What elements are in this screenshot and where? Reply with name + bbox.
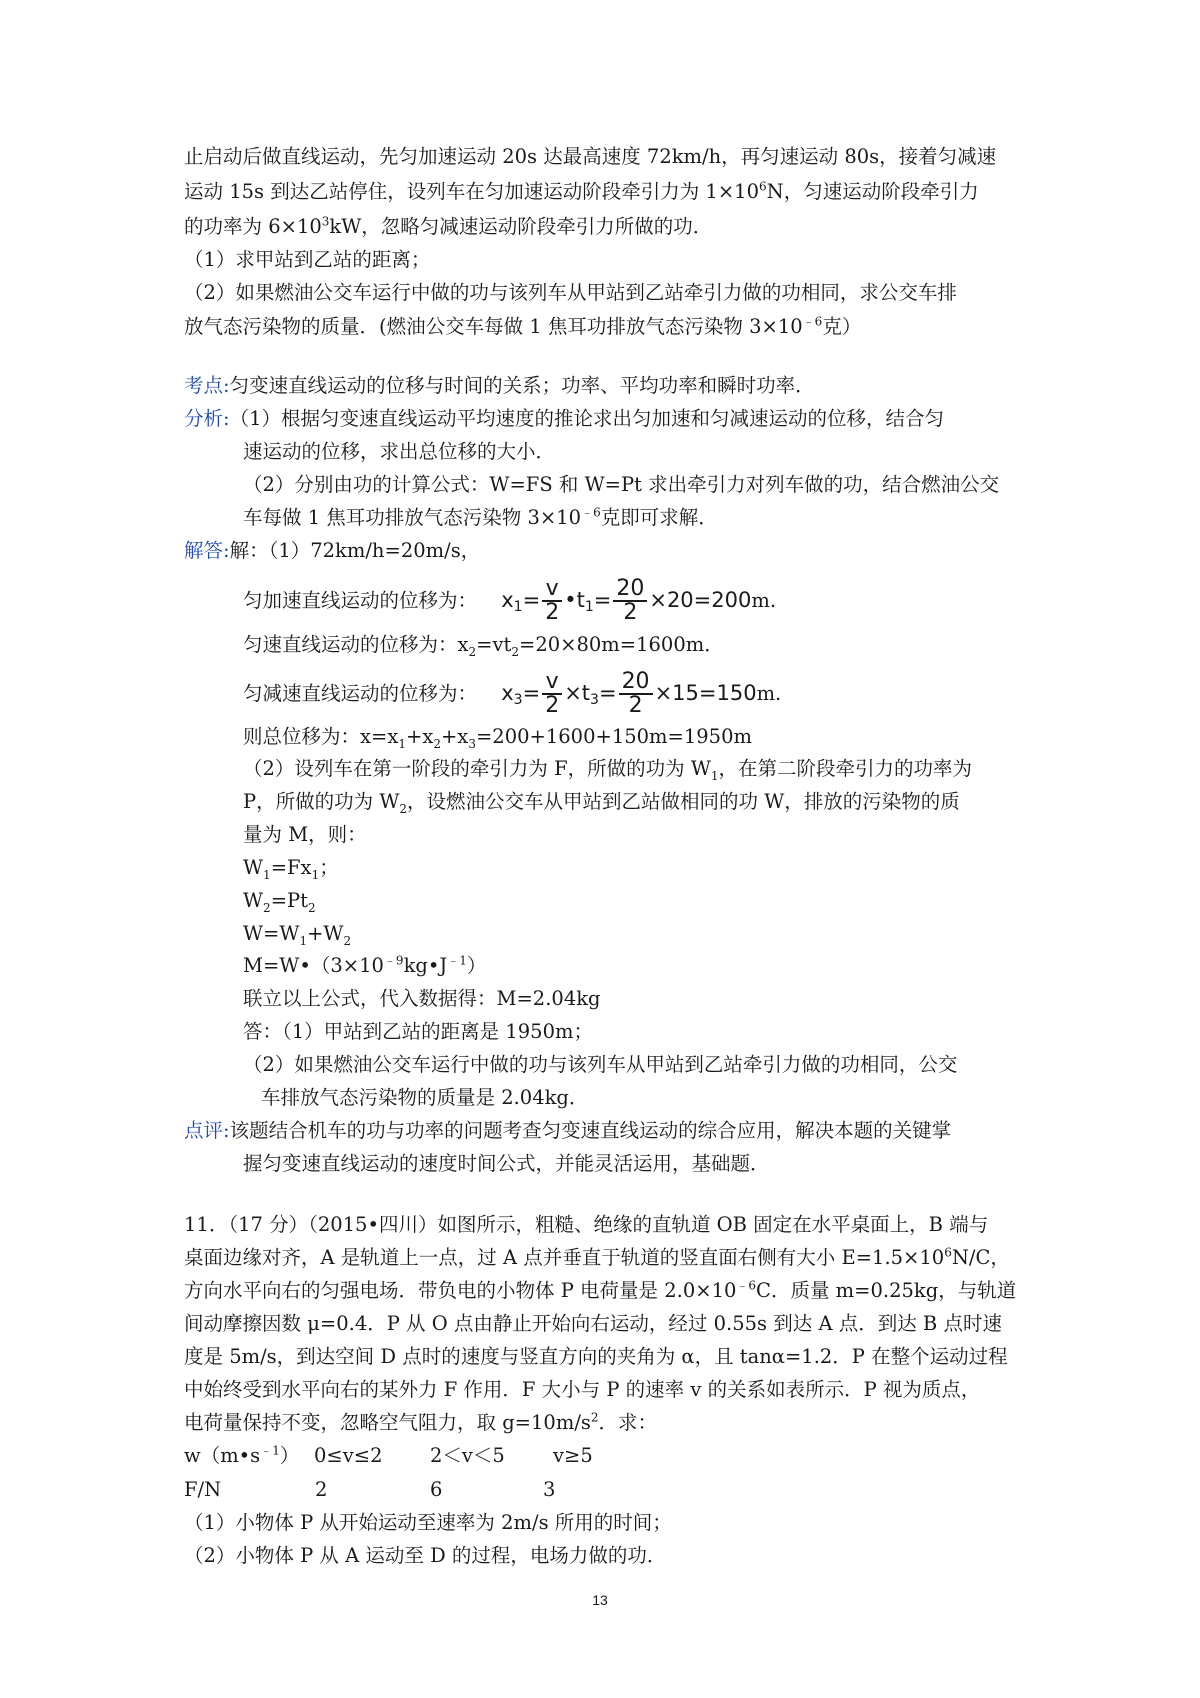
problem11-line-4: 间动摩擦因数 μ=0.4．P 从 O 点由静止开始向右运动，经过 0.55s 到达 A 点．到达 B 点时速 — [184, 1312, 1002, 1335]
kaodian-label: 考点: — [184, 374, 230, 397]
dianping-line-1: 点评:该题结合机车的功与功率的问题考查匀变速直线运动的综合应用，解决本题的关键掌 — [184, 1119, 952, 1142]
decel-formula: x3= $\frac{v}{2}$ ×t3= $\frac{20}{2}$ ×15=150 — [501, 669, 757, 718]
table-header-col3: v≥5 — [553, 1444, 593, 1467]
fenxi-line-3: （2）分别由功的计算公式：W=FS 和 W=Pt 求出牵引力对列车做的功，结合燃油公交 — [243, 473, 1000, 496]
part2-line-2: P，所做的功为 $W_2$，设燃油公交车从甲站到乙站做相同的功 W，排放的污染物的质 — [243, 790, 960, 816]
kaodian-line: 考点:匀变速直线运动的位移与时间的关系；功率、平均功率和瞬时功率． — [184, 374, 815, 397]
total-displacement-line: 则总位移为：$x=x_1+x_2+x_3=200+1600+150m=1950m$ — [243, 725, 752, 751]
table-cell-col2: 6 — [430, 1478, 443, 1501]
w-equation: $W=W_1+W_2$ — [243, 922, 352, 948]
problem10-question-2-cont: 放气态污染物的质量．(燃油公交车每做 1 焦耳功排放气态污染物 $3\times 10^{﹣6}$克） — [184, 314, 862, 338]
fenxi-line-2: 速运动的位移，求出总位移的大小． — [243, 440, 556, 463]
problem11-line-2: 桌面边缘对齐，A 是轨道上一点，过 A 点并垂直于轨道的竖直面右侧有大小 $E=1.5\times 10^6N/C$， — [184, 1245, 1010, 1269]
problem11-line-5: 度是 5m/s，到达空间 D 点时的速度与竖直方向的夹角为 α，且 tanα=1.2．P 在整个运动过程 — [184, 1345, 1008, 1368]
dianping-label: 点评: — [184, 1119, 230, 1142]
jieda-label: 解答: — [184, 539, 230, 562]
dianping-line-2: 握匀变速直线运动的速度时间公式，并能灵活运用，基础题． — [243, 1152, 770, 1175]
w1-equation: $W_1=Fx_1$； — [243, 856, 339, 882]
table-header-col1: 0≤v≤2 — [314, 1444, 383, 1467]
accel-formula: x1= $\frac{v}{2}$ •t1= $\frac{20}{2}$ ×20=200 — [501, 576, 752, 625]
table-cell-col3: 3 — [543, 1478, 556, 1501]
part2-line-3: 量为 M，则： — [243, 823, 367, 846]
uniform-displacement-line: 匀速直线运动的位移为：$x_2=vt_2=20\times 80m=1600m$． — [243, 633, 724, 659]
problem11-line-1: 11．（17 分）（2015•四川）如图所示，粗糙、绝缘的直轨道 OB 固定在水平桌面上，B 端与 — [184, 1213, 989, 1236]
fenxi-label: 分析: — [184, 407, 230, 430]
answer-line-3: 车排放气态污染物的质量是 2.04kg． — [261, 1086, 589, 1109]
problem11-question-1: （1）小物体 P 从开始运动至速率为 2m/s 所用的时间； — [184, 1511, 672, 1534]
problem10-line-1: 止启动后做直线运动，先匀加速运动 20s 达最高速度 72km/h，再匀速运动 80s，接着匀减速 — [184, 145, 997, 168]
part2-line-1: （2）设列车在第一阶段的牵引力为 F，所做的功为 $W_1$，在第二阶段牵引力的功率为 — [243, 757, 973, 783]
table-header-col2: 2＜v＜5 — [430, 1444, 505, 1467]
problem11-line-6: 中始终受到水平向右的某外力 F 作用．F 大小与 P 的速率 v 的关系如表所示．P 视为质点， — [184, 1378, 981, 1401]
problem10-line-3: 的功率为 $6\times 10^3kW$，忽略匀减速运动阶段牵引力所做的功． — [184, 214, 713, 238]
table-header-label: $w(m•s^{﹣1})$ — [184, 1443, 300, 1467]
problem11-line-7: 电荷量保持不变，忽略空气阻力，取 $g=10m/s^2$．求： — [184, 1410, 658, 1434]
accel-displacement-line: 匀加速直线运动的位移为： x1= $\frac{v}{2}$ •t1= $\frac{20}{2}$ ×20=200m. — [243, 576, 777, 625]
page-number: 13 — [592, 1592, 608, 1608]
fenxi-line-4: 车每做 1 焦耳功排放气态污染物 $3\times 10^{﹣6}$克即可求解． — [243, 505, 718, 529]
fenxi-line-1: 分析:（1）根据匀变速直线运动平均速度的推论求出匀加速和匀减速运动的位移，结合匀 — [184, 407, 944, 430]
problem10-line-2: 运动 15s 到达乙站停住，设列车在匀加速运动阶段牵引力为 $1\times 10^6N$，匀速运动阶段牵引力 — [184, 179, 979, 203]
table-cell-col1: 2 — [315, 1478, 328, 1501]
m-equation: $M=W•(3\times 10^{﹣9}kg•J^{﹣1})$ — [243, 953, 487, 977]
answer-line-2: （2）如果燃油公交车运行中做的功与该列车从甲站到乙站牵引力做的功相同，公交 — [243, 1053, 958, 1076]
w2-equation: $W_2=Pt_2$ — [243, 889, 316, 915]
table-row-label: F/N — [184, 1478, 222, 1501]
jieda-line-1: 解答:解：（1）72km/h=20m/s， — [184, 539, 481, 562]
problem10-question-1: （1）求甲站到乙站的距离； — [184, 248, 431, 271]
answer-line-1: 答：（1）甲站到乙站的距离是 1950m； — [243, 1020, 593, 1043]
problem11-question-2: （2）小物体 P 从 A 运动至 D 的过程，电场力做的功． — [184, 1544, 667, 1567]
combine-line: 联立以上公式，代入数据得：M=2.04kg — [243, 987, 601, 1010]
problem11-line-3: 方向水平向右的匀强电场．带负电的小物体 P 电荷量是 $2.0\times 10^{﹣6}C$．质量 m=0.25kg，与轨道 — [184, 1278, 1017, 1302]
problem10-question-2: （2）如果燃油公交车运行中做的功与该列车从甲站到乙站牵引力做的功相同，求公交车排 — [184, 281, 957, 304]
decel-displacement-line: 匀减速直线运动的位移为： x3= $\frac{v}{2}$ ×t3= $\frac{20}{2}$ ×15=150m. — [243, 669, 782, 718]
